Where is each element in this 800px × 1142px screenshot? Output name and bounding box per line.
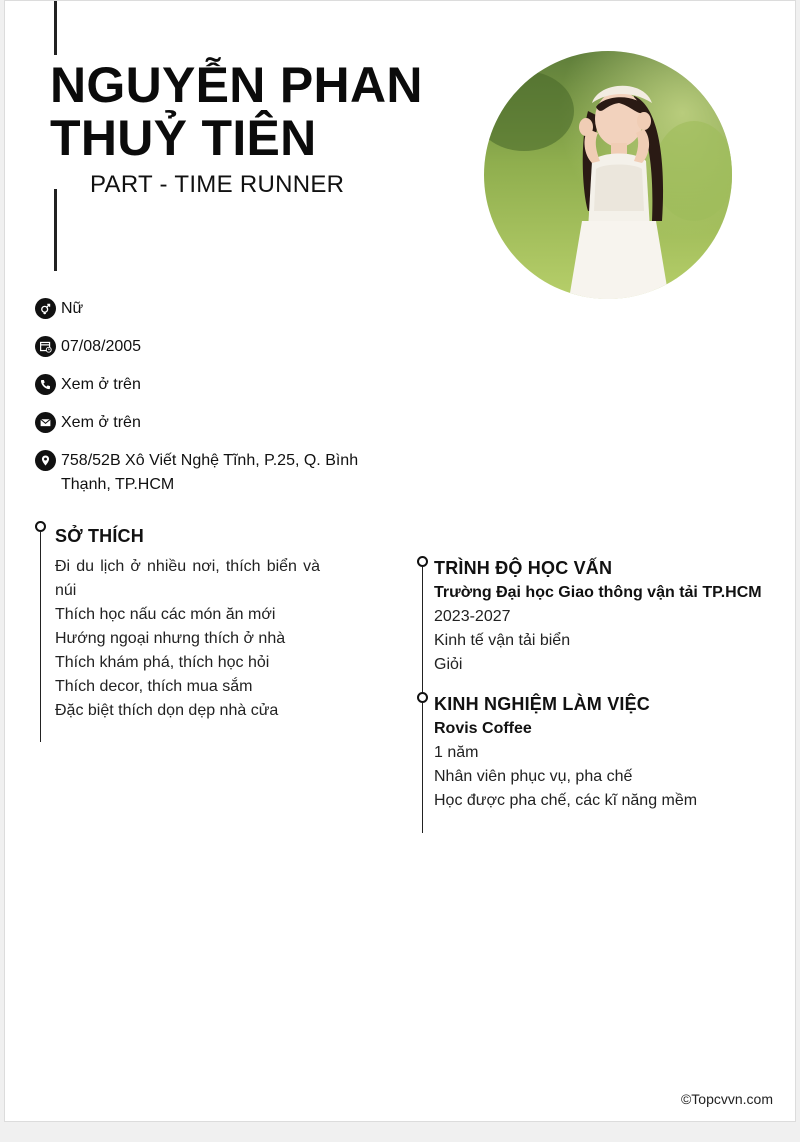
experience-position: Nhân viên phục vụ, pha chế — [434, 768, 633, 785]
hobbies-timeline-dot — [35, 521, 46, 532]
profile-photo-image — [484, 51, 732, 299]
phone-icon — [35, 374, 56, 395]
candidate-name-line2: THUỶ TIÊN — [50, 110, 317, 166]
calendar-icon — [35, 336, 56, 357]
job-title: PART - TIME RUNNER — [90, 171, 345, 198]
education-major: Kinh tế vận tải biển — [434, 632, 571, 649]
header-accent-line-bottom — [54, 189, 57, 271]
experience-learned: Học được pha chế, các kĩ năng mềm — [434, 792, 698, 809]
phone-text: Xem ở trên — [61, 376, 141, 393]
experience-title: KINH NGHIỆM LÀM VIỆC — [434, 694, 651, 714]
footer-copyright: ©Topcvvn.com — [680, 1091, 773, 1107]
candidate-name-line1: NGUYỄN PHAN — [50, 57, 423, 113]
experience-details — [434, 717, 764, 813]
education-grade: Giỏi — [434, 656, 463, 673]
email-text: Xem ở trên — [61, 414, 141, 431]
education-timeline-dot — [417, 556, 428, 567]
company-name: Rovis Coffee — [434, 720, 532, 737]
cv-page — [4, 0, 796, 1122]
profile-photo — [484, 51, 732, 299]
address-text: 758/52B Xô Viết Nghệ Tĩnh, P.25, Q. Bình Thạnh, TP.HCM — [61, 452, 359, 493]
experience-timeline-dot — [417, 692, 428, 703]
hobbies-title: SỞ THÍCH — [55, 526, 144, 546]
hobbies-list — [55, 555, 320, 723]
experience-timeline-rail — [422, 703, 423, 833]
education-details — [434, 581, 764, 677]
hobby-item: Đi du lịch ở nhiều nơi, thích biển và núi — [55, 558, 320, 599]
experience-duration: 1 năm — [434, 744, 479, 761]
header-accent-line-top — [54, 1, 57, 55]
hobby-item: Thích học nấu các món ăn mới — [55, 606, 276, 623]
education-timeline-rail — [422, 567, 423, 697]
gender-text: Nữ — [61, 300, 84, 317]
hobby-item: Hướng ngoại nhưng thích ở nhà — [55, 630, 286, 647]
mail-icon — [35, 412, 56, 433]
hobby-item: Thích decor, thích mua sắm — [55, 678, 253, 695]
contact-phone — [35, 373, 361, 397]
contact-email — [35, 411, 361, 435]
candidate-name — [50, 59, 423, 165]
education-title: TRÌNH ĐỘ HỌC VẤN — [434, 558, 613, 578]
gender-icon — [35, 298, 56, 319]
school-name: Trường Đại học Giao thông vận tải TP.HCM — [434, 584, 762, 601]
hobby-item: Đặc biệt thích dọn dẹp nhà cửa — [55, 702, 279, 719]
contact-gender — [35, 297, 361, 321]
birthday-text: 07/08/2005 — [61, 338, 142, 355]
hobby-item: Thích khám phá, thích học hỏi — [55, 654, 270, 671]
location-pin-icon — [35, 450, 56, 471]
contact-address — [35, 449, 361, 497]
contact-birthday — [35, 335, 361, 359]
education-years: 2023-2027 — [434, 608, 511, 625]
hobbies-timeline-rail — [40, 532, 41, 742]
